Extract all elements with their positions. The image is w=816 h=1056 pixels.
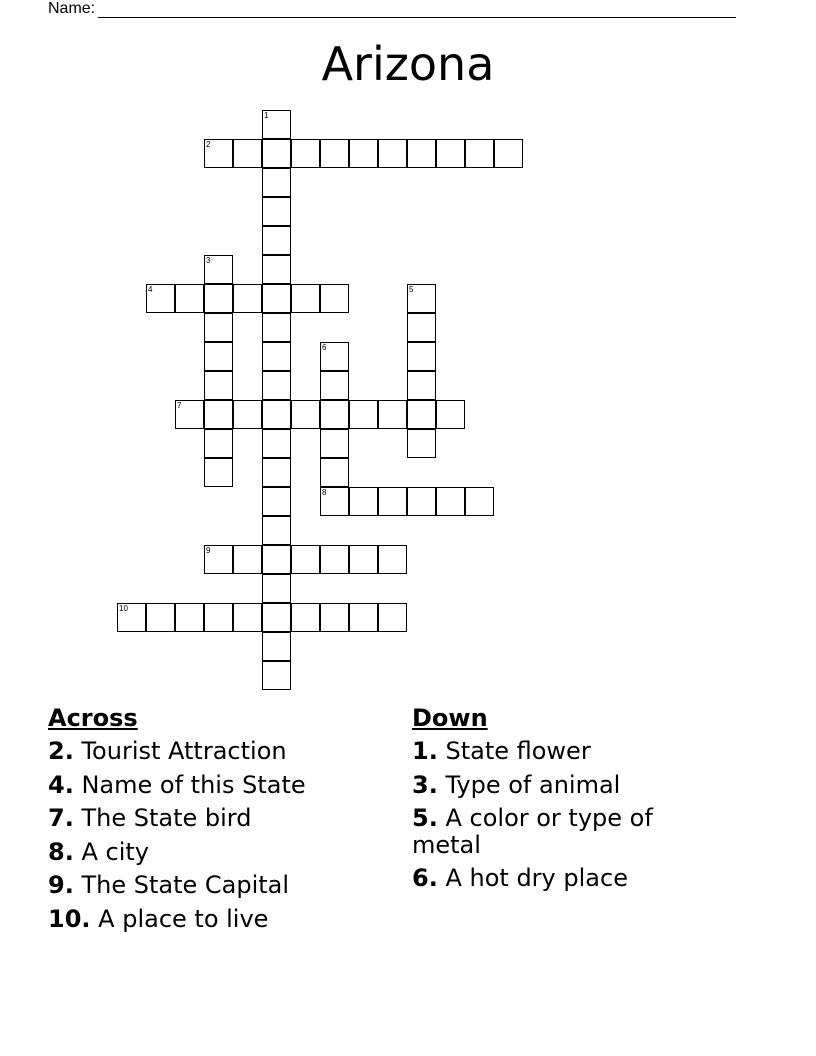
grid-cell[interactable] — [204, 255, 233, 284]
grid-cell[interactable] — [262, 110, 291, 139]
down-clues — [412, 702, 712, 896]
clue-number: 8 — [322, 488, 327, 497]
grid-cell[interactable] — [378, 400, 407, 429]
grid-cell[interactable] — [436, 139, 465, 168]
grid-cell[interactable] — [320, 284, 349, 313]
grid-cell[interactable] — [262, 139, 291, 168]
grid-cell[interactable] — [378, 603, 407, 632]
grid-cell[interactable] — [436, 487, 465, 516]
grid-cell[interactable] — [262, 226, 291, 255]
grid-cell[interactable] — [407, 139, 436, 168]
clue-item — [48, 836, 388, 870]
grid-cell[interactable] — [204, 545, 233, 574]
grid-cell[interactable] — [320, 400, 349, 429]
grid-cell[interactable] — [320, 139, 349, 168]
grid-cell[interactable] — [378, 487, 407, 516]
grid-cell[interactable] — [262, 400, 291, 429]
grid-cell[interactable] — [233, 284, 262, 313]
grid-cell[interactable] — [320, 429, 349, 458]
grid-cell[interactable] — [349, 603, 378, 632]
grid-cell[interactable] — [233, 603, 262, 632]
clue-number-label: 3. — [412, 770, 438, 799]
grid-cell[interactable] — [262, 284, 291, 313]
clue-text: A city — [81, 837, 149, 866]
grid-cell[interactable] — [407, 371, 436, 400]
grid-cell[interactable] — [494, 139, 523, 168]
grid-cell[interactable] — [349, 487, 378, 516]
grid-cell[interactable] — [320, 487, 349, 516]
clue-number: 2 — [206, 140, 211, 149]
grid-cell[interactable] — [204, 342, 233, 371]
clue-number-label: 6. — [412, 864, 438, 892]
grid-cell[interactable] — [262, 574, 291, 603]
clue-item — [48, 903, 388, 937]
grid-cell[interactable] — [204, 284, 233, 313]
grid-cell[interactable] — [175, 603, 204, 632]
clue-number-label: 8. — [48, 837, 74, 866]
clue-number-label: 10. — [48, 904, 91, 933]
across-heading: Across — [48, 704, 138, 732]
grid-cell[interactable] — [204, 139, 233, 168]
grid-cell[interactable] — [233, 545, 262, 574]
grid-cell[interactable] — [320, 342, 349, 371]
grid-cell[interactable] — [349, 545, 378, 574]
grid-cell[interactable] — [262, 516, 291, 545]
grid-cell[interactable] — [291, 139, 320, 168]
grid-cell[interactable] — [262, 632, 291, 661]
clue-text: Tourist Attraction — [81, 737, 287, 765]
clue-number: 7 — [177, 401, 182, 410]
clue-item — [412, 735, 712, 769]
clue-text: A place to live — [98, 904, 269, 933]
grid-cell[interactable] — [262, 313, 291, 342]
grid-cell[interactable] — [349, 139, 378, 168]
grid-cell[interactable] — [378, 545, 407, 574]
down-heading: Down — [412, 704, 488, 732]
grid-cell[interactable] — [407, 400, 436, 429]
clue-number-label: 9. — [48, 871, 74, 899]
grid-cell[interactable] — [233, 139, 262, 168]
clue-number: 4 — [148, 285, 153, 294]
grid-cell[interactable] — [291, 603, 320, 632]
grid-cell[interactable] — [349, 400, 378, 429]
grid-cell[interactable] — [262, 545, 291, 574]
clue-number-label: 7. — [48, 804, 74, 832]
name-label: Name: — [48, 0, 96, 17]
grid-cell[interactable] — [175, 284, 204, 313]
grid-cell[interactable] — [262, 342, 291, 371]
clue-number: 5 — [409, 285, 414, 294]
grid-cell[interactable] — [262, 661, 291, 690]
grid-cell[interactable] — [291, 284, 320, 313]
grid-cell[interactable] — [204, 313, 233, 342]
grid-cell[interactable] — [233, 400, 262, 429]
clue-text: The State bird — [81, 804, 252, 832]
grid-cell[interactable] — [407, 284, 436, 313]
clue-number: 10 — [119, 604, 128, 613]
grid-cell[interactable] — [262, 458, 291, 487]
grid-cell[interactable] — [407, 313, 436, 342]
clue-item — [48, 869, 388, 903]
grid-cell[interactable] — [407, 429, 436, 458]
down-clue-list — [412, 735, 712, 896]
grid-cell[interactable] — [407, 342, 436, 371]
grid-cell[interactable] — [320, 458, 349, 487]
grid-cell[interactable] — [146, 603, 175, 632]
grid-cell[interactable] — [117, 603, 146, 632]
across-clue-list — [48, 735, 388, 936]
clue-number-label: 1. — [412, 737, 438, 765]
grid-cell[interactable] — [204, 371, 233, 400]
grid-cell[interactable] — [262, 168, 291, 197]
clue-text: State flower — [445, 737, 591, 765]
grid-cell[interactable] — [146, 284, 175, 313]
grid-cell[interactable] — [320, 371, 349, 400]
clue-number: 9 — [206, 546, 211, 555]
grid-cell[interactable] — [204, 603, 233, 632]
grid-cell[interactable] — [262, 197, 291, 226]
grid-cell[interactable] — [175, 400, 204, 429]
grid-cell[interactable] — [204, 400, 233, 429]
page-title: Arizona — [321, 37, 495, 91]
grid-cell[interactable] — [204, 429, 233, 458]
grid-cell[interactable] — [291, 400, 320, 429]
grid-cell[interactable] — [378, 139, 407, 168]
grid-cell[interactable] — [465, 487, 494, 516]
clue-item — [48, 735, 388, 769]
clue-number: 3 — [206, 256, 211, 265]
clue-number-label: 4. — [48, 770, 74, 799]
clue-text: Type of animal — [445, 770, 621, 799]
clue-item — [48, 802, 388, 836]
clue-number: 6 — [322, 343, 327, 352]
grid-cell[interactable] — [407, 487, 436, 516]
clue-number-label: 2. — [48, 737, 74, 765]
grid-cell[interactable] — [262, 429, 291, 458]
grid-cell[interactable] — [465, 139, 494, 168]
clue-item — [412, 862, 712, 896]
clue-text: A color or type of metal — [412, 804, 653, 859]
grid-cell[interactable] — [320, 545, 349, 574]
clue-item — [412, 802, 712, 862]
clue-text: A hot dry place — [445, 864, 628, 892]
grid-cell[interactable] — [436, 400, 465, 429]
grid-cell[interactable] — [262, 371, 291, 400]
clue-text: The State Capital — [81, 871, 290, 899]
grid-cell[interactable] — [291, 545, 320, 574]
across-clues — [48, 702, 388, 936]
clue-item — [412, 769, 712, 803]
grid-cell[interactable] — [204, 458, 233, 487]
grid-cell[interactable] — [262, 487, 291, 516]
grid-cell[interactable] — [262, 603, 291, 632]
clue-item — [48, 769, 388, 803]
clue-text: Name of this State — [81, 770, 306, 799]
grid-cell[interactable] — [320, 603, 349, 632]
clue-number: 1 — [264, 111, 269, 120]
clue-number-label: 5. — [412, 804, 438, 832]
grid-cell[interactable] — [262, 255, 291, 284]
